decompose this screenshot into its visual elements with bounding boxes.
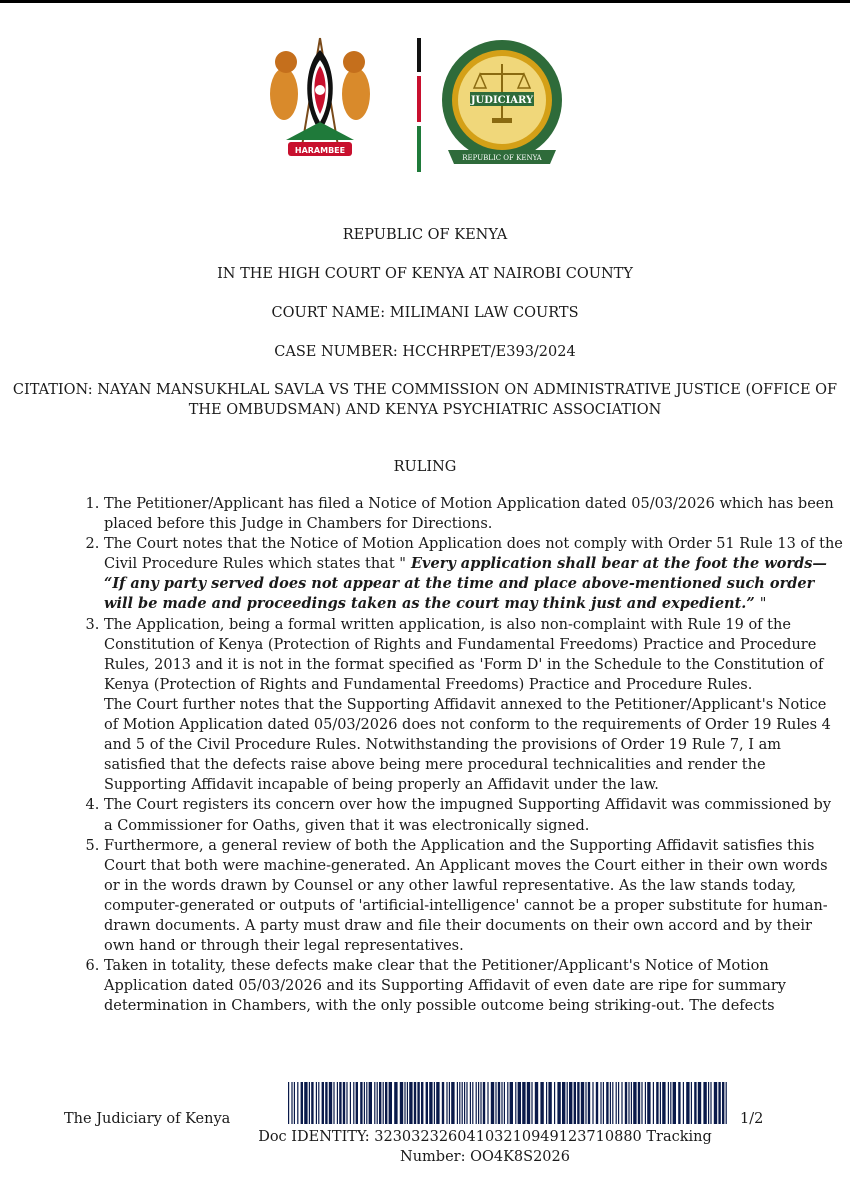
barcode-bar [698, 1082, 701, 1124]
barcode-bar [653, 1082, 654, 1124]
barcode-bar [531, 1082, 532, 1124]
paragraph-3-text: The Application, being a formal written application, is also non-complaint with Rule 19 of the Constitution of Kenya (Protection of Rights and Fundamental Freedoms) Practice and Procedure Rules, 2013 and it is not in the format specified as 'Form D' in the Schedule to the Constitution of Kenya (Protection of Rights and Fundamental Freedoms) Practice and Procedure Rules. [104, 616, 824, 693]
barcode-bar [311, 1082, 313, 1124]
document-barcode [286, 1082, 730, 1124]
barcode-bar [670, 1082, 671, 1124]
barcode-bar [400, 1082, 403, 1124]
page-number: 1/2 [740, 1111, 764, 1127]
barcode-bar [501, 1082, 502, 1124]
barcode-bar [337, 1082, 338, 1124]
barcode-bar [504, 1082, 505, 1124]
barcode-bar [638, 1082, 640, 1124]
barcode-bar [662, 1082, 665, 1124]
barcode-bar [694, 1082, 696, 1124]
paragraph-4 [104, 795, 844, 835]
barcode-bar [350, 1082, 351, 1124]
barcode-bar [540, 1082, 543, 1124]
barcode-bar [356, 1082, 358, 1124]
paragraph-5 [104, 836, 844, 957]
flag-divider [415, 38, 423, 172]
barcode-bar [574, 1082, 576, 1124]
barcode-bar [322, 1082, 324, 1124]
top-border [0, 0, 850, 3]
barcode-bar [457, 1082, 458, 1124]
paragraph-2-close: " [759, 596, 767, 613]
barcode-bar [577, 1082, 579, 1124]
barcode-bar [596, 1082, 598, 1124]
barcode-bar [641, 1082, 642, 1124]
barcode-bar [522, 1082, 525, 1124]
barcode-bar [480, 1082, 481, 1124]
barcode-bar [722, 1082, 724, 1124]
barcode-bar [668, 1082, 669, 1124]
barcode-bar [466, 1082, 467, 1124]
footer-judiciary-label: The Judiciary of Kenya [64, 1111, 231, 1127]
doc-identity [250, 1128, 720, 1167]
barcode-bar [628, 1082, 629, 1124]
barcode-bar [612, 1082, 613, 1124]
barcode-bar [588, 1082, 590, 1124]
barcode-bar [389, 1082, 392, 1124]
barcode-bar [647, 1082, 650, 1124]
barcode-bar [369, 1082, 372, 1124]
barcode-bar [483, 1082, 485, 1124]
barcode-bar [478, 1082, 479, 1124]
barcode-bar [567, 1082, 568, 1124]
heading-court-name: COURT NAME: MILIMANI LAW COURTS [271, 305, 579, 321]
barcode-bar [291, 1082, 292, 1124]
paragraph-2 [104, 534, 844, 614]
barcode-bar [379, 1082, 381, 1124]
barcode-bar [603, 1082, 604, 1124]
barcode-bar [294, 1082, 295, 1124]
order-51-quote: Every application shall bear at the foot the words— “If any party served does not appear at the time and place above-mentioned such order will be made and proceedings taken as the court may think just and expedient.” [104, 555, 827, 613]
heading-case-number: CASE NUMBER: HCCHRPET/E393/2024 [274, 344, 576, 360]
barcode-bar [585, 1082, 586, 1124]
paragraph-3-continuation: The Court further notes that the Supporting Affidavit annexed to the Petitioner/Applicant's Notice of Motion Application dated 05/03/2026 does not conform to the requirements of Order 19 Rules 4 and 5 of the Civil Procedure Rules. Notwithstanding the provisions of Order 19 Rule 7, I am satisfied that the defects raise above being mere procedural technicalities and render the Supporting Affidavit incapable of being properly an Affidavit under the law. [104, 696, 831, 794]
heading-citation: CITATION: NAYAN MANSUKHLAL SAVLA VS THE COMMISSION ON ADMINISTRATIVE JUSTICE (OFFICE OF THE OMBUDSMAN) AND KENYA PSYCHIATRIC ASSOCIATION [12, 382, 838, 418]
barcode-bar [377, 1082, 378, 1124]
barcode-bar [710, 1082, 711, 1124]
seal-subtitle-text: REPUBLIC OF KENYA [462, 154, 542, 162]
barcode-bar [621, 1082, 622, 1124]
barcode-bar [656, 1082, 658, 1124]
barcode-bar [686, 1082, 689, 1124]
barcode-bar [548, 1082, 551, 1124]
barcode-bar [404, 1082, 405, 1124]
tracking-number-line: Number: OO4K8S2026 [400, 1148, 570, 1165]
barcode-bar [625, 1082, 627, 1124]
barcode-bar [297, 1082, 298, 1124]
paragraph-5-text: Furthermore, a general review of both the Application and the Supporting Affidavit satisfies this Court that both were machine-generated. An Applicant moves the Court either in their own words or in the words drawn by Counsel or any other lawful representative. As the law stands today, computer-generated or outputs of 'artificial-intelligence' cannot be a proper substitute for human-drawn documents. A party must draw and file their documents on their own accord and by their own hand or through their legal representatives. [104, 837, 828, 955]
barcode-bar [660, 1082, 661, 1124]
barcode-bar [385, 1082, 387, 1124]
barcode-bar [726, 1082, 727, 1124]
barcode-bar [464, 1082, 465, 1124]
barcode-bar [714, 1082, 717, 1124]
paragraph-3 [104, 615, 844, 796]
barcode-bar [610, 1082, 611, 1124]
barcode-bar [451, 1082, 454, 1124]
barcode-bar [600, 1082, 601, 1124]
barcode-bar [442, 1082, 444, 1124]
barcode-bar [364, 1082, 365, 1124]
motto-text: HARAMBEE [294, 146, 346, 155]
doc-identity-line: Doc IDENTITY: 32303232604103210949123710880 Tracking [258, 1129, 712, 1145]
barcode-bar [562, 1082, 565, 1124]
barcode-bar [691, 1082, 692, 1124]
barcode-bar [339, 1082, 341, 1124]
paragraph-6 [104, 956, 844, 1016]
barcode-bar [353, 1082, 354, 1124]
barcode-bar [394, 1082, 397, 1124]
barcode-bar [515, 1082, 516, 1124]
barcode-bar [325, 1082, 327, 1124]
barcode-bar [718, 1082, 720, 1124]
barcode-bar [346, 1082, 347, 1124]
barcode-bar [616, 1082, 617, 1124]
heading-republic: REPUBLIC OF KENYA [342, 227, 508, 243]
barcode-bar [487, 1082, 488, 1124]
paragraph-4-text: The Court registers its concern over how the impugned Supporting Affidavit was commissioned by a Commissioner for Oaths, given that it was electronically signed. [104, 797, 832, 834]
barcode-bar [510, 1082, 513, 1124]
barcode-bar [426, 1082, 428, 1124]
judiciary-seal [440, 38, 566, 172]
barcode-bar [592, 1082, 593, 1124]
barcode-bar [421, 1082, 423, 1124]
barcode-bar [569, 1082, 572, 1124]
barcode-bar [366, 1082, 367, 1124]
paragraph-1 [104, 494, 844, 534]
barcode-bar [631, 1082, 632, 1124]
barcode-bar [329, 1082, 332, 1124]
barcode-bar [343, 1082, 345, 1124]
barcode-bar [495, 1082, 496, 1124]
paragraph-6-text: Taken in totality, these defects make clear that the Petitioner/Applicant's Notice of Motion Application dated 05/03/2026 and its Supporting Affidavit of even date are ripe for summary determination in Chambers, with the only possible outcome being striking-out. The defects [104, 958, 786, 1015]
paragraph-1-text: The Petitioner/Applicant has filed a Notice of Motion Application dated 05/03/2026 which has been placed before this Judge in Chambers for Directions. [104, 496, 834, 533]
barcode-bar [606, 1082, 608, 1124]
ruling-paragraphs [60, 494, 844, 1016]
barcode-bar [554, 1082, 555, 1124]
barcode-bar [383, 1082, 384, 1124]
barcode-bar [318, 1082, 319, 1124]
barcode-bar [491, 1082, 494, 1124]
barcode-bar [459, 1082, 460, 1124]
barcode-bar [414, 1082, 416, 1124]
barcode-bar [316, 1082, 317, 1124]
barcode-bar [498, 1082, 500, 1124]
barcode-bar [304, 1082, 307, 1124]
kenya-coat-of-arms [266, 36, 374, 160]
barcode-bar [472, 1082, 473, 1124]
barcode-bar [417, 1082, 419, 1124]
barcode-bar [434, 1082, 435, 1124]
barcode-bar [301, 1082, 303, 1124]
barcode-bar [645, 1082, 646, 1124]
barcode-bar [476, 1082, 477, 1124]
heading-ruling: RULING [393, 459, 457, 475]
barcode-bar [462, 1082, 463, 1124]
barcode-bar [429, 1082, 432, 1124]
paragraph-2-intro: The Court notes that the Notice of Motion Application does not comply with Order 51 Rule 13 of the Civil Procedure Rules which states that " [104, 536, 843, 573]
seal-title-text: JUDICIARY [470, 95, 534, 106]
barcode-bar [360, 1082, 362, 1124]
barcode-bar [581, 1082, 584, 1124]
barcode-bar [535, 1082, 538, 1124]
barcode-bar [436, 1082, 439, 1124]
barcode-bar [374, 1082, 375, 1124]
barcode-bar [407, 1082, 408, 1124]
header-logos [0, 36, 850, 176]
barcode-bar [678, 1082, 680, 1124]
barcode-bar [470, 1082, 471, 1124]
barcode-bar [633, 1082, 636, 1124]
barcode-bar [708, 1082, 709, 1124]
barcode-bar [618, 1082, 619, 1124]
barcode-bar [546, 1082, 547, 1124]
barcode-bar [409, 1082, 412, 1124]
barcode-bar [288, 1082, 289, 1124]
heading-court: IN THE HIGH COURT OF KENYA AT NAIROBI COUNTY [217, 266, 633, 282]
barcode-bar [309, 1082, 310, 1124]
barcode-bar [518, 1082, 521, 1124]
barcode-bar [683, 1082, 684, 1124]
barcode-bar [449, 1082, 450, 1124]
barcode-bar [557, 1082, 560, 1124]
barcode-bar [703, 1082, 706, 1124]
barcode-bar [673, 1082, 676, 1124]
barcode-bar [446, 1082, 447, 1124]
barcode-bar [507, 1082, 508, 1124]
barcode-bar [527, 1082, 530, 1124]
barcode-bar [333, 1082, 334, 1124]
